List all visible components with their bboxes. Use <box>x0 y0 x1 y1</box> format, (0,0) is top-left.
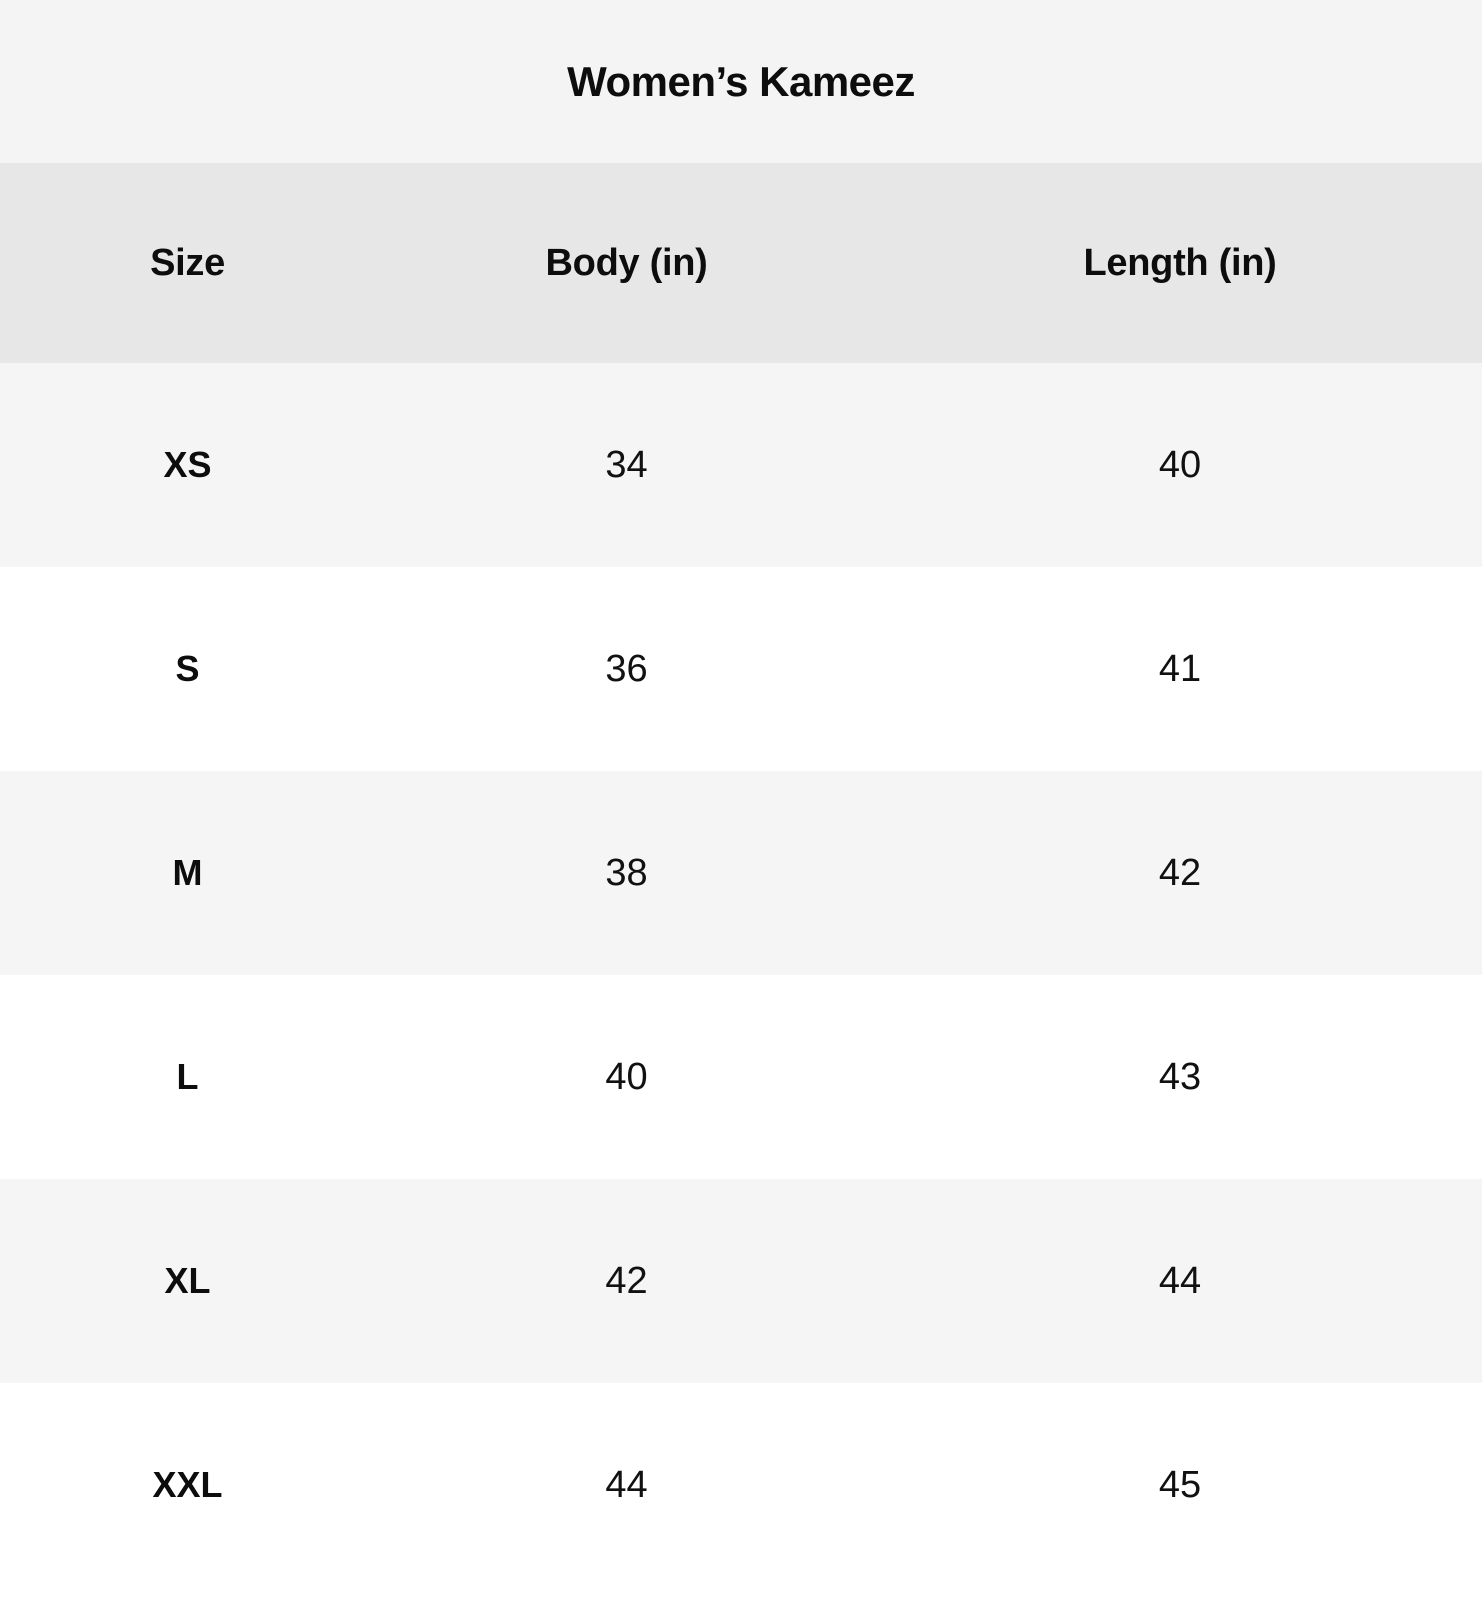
cell-body: 38 <box>605 851 648 894</box>
cell-body: 36 <box>605 647 648 690</box>
cell-length: 41 <box>1158 647 1202 690</box>
table-row <box>0 567 1482 771</box>
size-chart-table <box>0 163 1482 1600</box>
cell-body: 42 <box>605 1259 648 1302</box>
table-row <box>0 1179 1482 1383</box>
page-title: Women’s Kameez <box>567 57 915 105</box>
cell-size: XXL <box>152 1464 223 1505</box>
cell-length: 45 <box>1158 1463 1202 1506</box>
chart-title-bar <box>0 0 1482 163</box>
cell-body: 40 <box>605 1055 648 1098</box>
cell-length: 42 <box>1158 851 1202 894</box>
cell-body: 44 <box>605 1463 648 1506</box>
table-row <box>0 975 1482 1179</box>
table-row <box>0 1383 1482 1587</box>
cell-length: 43 <box>1158 1055 1202 1098</box>
cell-size: XL <box>164 1260 211 1301</box>
cell-size: L <box>176 1056 199 1097</box>
column-header-length: Length (in) <box>1083 241 1277 284</box>
table-header-row <box>0 163 1482 363</box>
table-row <box>0 771 1482 975</box>
cell-size: S <box>175 648 200 689</box>
column-header-size: Size <box>150 241 225 284</box>
cell-length: 44 <box>1158 1259 1202 1302</box>
cell-size: XS <box>163 444 212 485</box>
column-header-body: Body (in) <box>545 241 708 284</box>
cell-size: M <box>172 852 203 893</box>
table-row <box>0 363 1482 567</box>
cell-body: 34 <box>605 443 648 486</box>
cell-length: 40 <box>1158 443 1202 486</box>
